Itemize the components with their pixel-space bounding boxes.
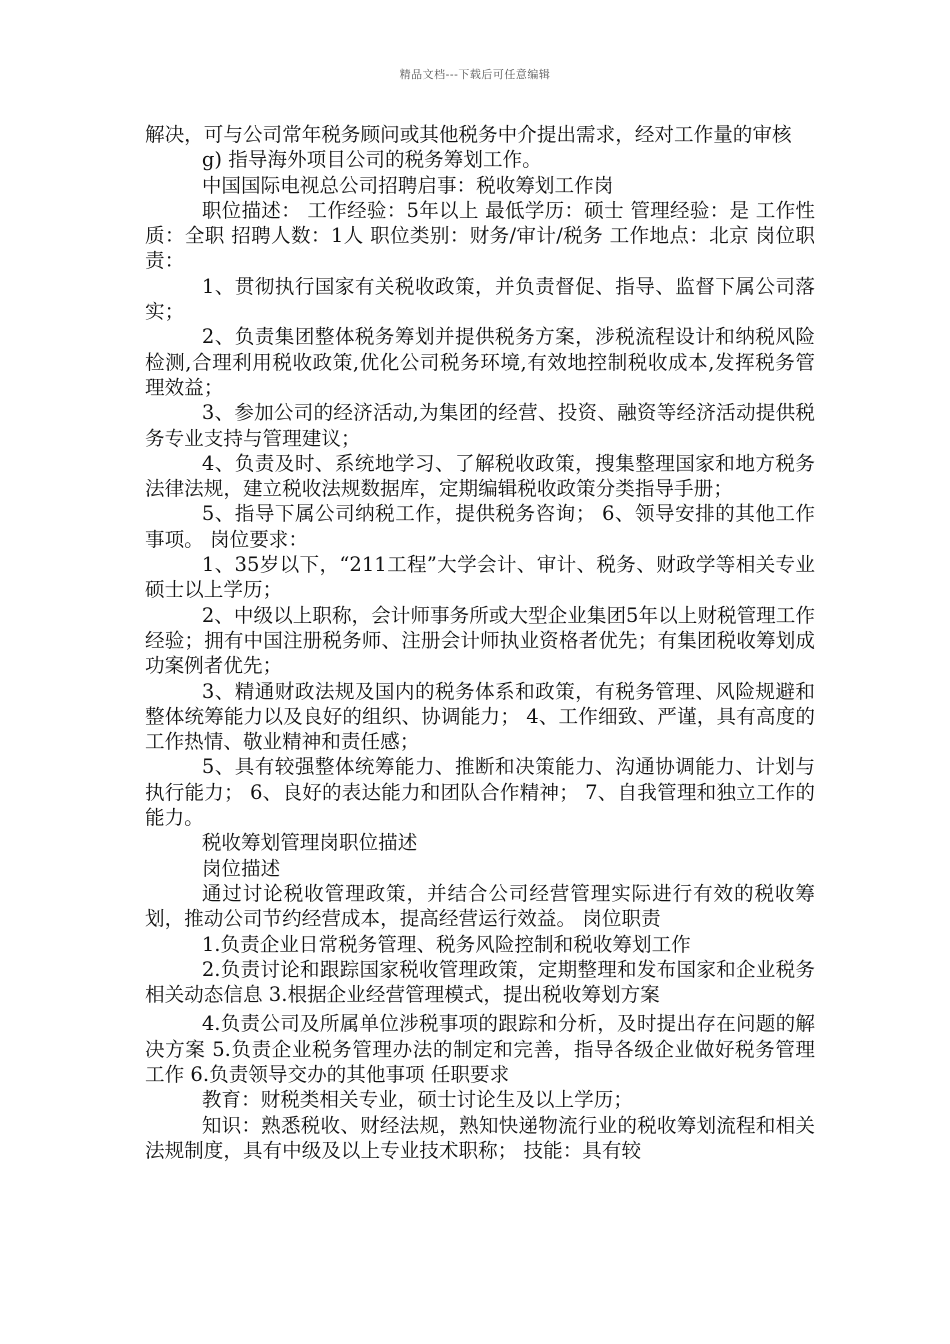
paragraph: 2、负责集团整体税务筹划并提供税务方案，涉税流程设计和纳税风险检测,合理利用税收政策,优化公司税务环境,有效地控制税收成本,发挥税务管理效益；: [145, 325, 815, 399]
paragraph: 3、精通财政法规及国内的税务体系和政策，有税务管理、风险规避和整体统筹能力以及良好的组织、协调能力； 4、工作细致、严谨，具有高度的工作热情、敬业精神和责任感；: [145, 679, 815, 754]
paragraph: 4、负责及时、系统地学习、了解税收政策，搜集整理国家和地方税务法律法规，建立税收法规数据库，定期编辑税收政策分类指导手册；: [145, 451, 815, 501]
paragraph: 解决，可与公司常年税务顾问或其他税务中介提出需求，经对工作量的审核: [145, 123, 792, 146]
paragraph: 5、具有较强整体统筹能力、推断和决策能力、沟通协调能力、计划与执行能力； 6、良好的表达能力和团队合作精神； 7、自我管理和独立工作的能力。: [145, 755, 815, 830]
paragraph: 教育：财税类相关专业，硕士讨论生及以上学历；: [201, 1088, 633, 1112]
paragraph: 通过讨论税收管理政策，并结合公司经营管理实际进行有效的税收筹划，推动公司节约经营成本，提高经营运行效益。 岗位职责: [145, 881, 815, 931]
paragraph: 5、指导下属公司纳税工作，提供税务咨询； 6、领导安排的其他工作事项。 岗位要求：: [145, 502, 815, 551]
paragraph: 2.负责讨论和跟踪国家税收管理政策，定期整理和发布国家和企业税务相关动态信息 3.根据企业经营管理模式，提出税收筹划方案: [145, 957, 815, 1007]
document-body: [145, 122, 815, 1163]
page-header: 精品文档---下载后可任意编辑: [399, 68, 551, 81]
paragraph: 3、参加公司的经济活动,为集团的经营、投资、融资等经济活动提供税务专业支持与管理建议；: [145, 401, 815, 450]
section-heading: 税收筹划管理岗职位描述: [201, 831, 418, 855]
paragraph: g) 指导海外项目公司的税务筹划工作。: [201, 148, 542, 172]
paragraph: 职位描述： 工作经验：5年以上 最低学历：硕士 管理经验：是 工作性质：全职 招聘人数：1人 职位类别：财务/审计/税务 工作地点：北京 岗位职责：: [145, 198, 815, 273]
paragraph: 1.负责企业日常税务管理、税务风险控制和税收筹划工作: [201, 932, 691, 956]
paragraph: 中国国际电视总公司招聘启事：税收筹划工作岗: [201, 173, 614, 197]
paragraph: 2、中级以上职称，会计师事务所或大型企业集团5年以上财税管理工作经验；拥有中国注册税务师、注册会计师执业资格者优先；有集团税收筹划成功案例者优先；: [145, 603, 815, 678]
paragraph: 4.负责公司及所属单位涉税事项的跟踪和分析，及时提出存在问题的解决方案 5.负责企业税务管理办法的制定和完善，指导各级企业做好税务管理工作 6.负责领导交办的其他事项 任职要求: [145, 1012, 815, 1086]
paragraph: 1、贯彻执行国家有关税收政策，并负责督促、指导、监督下属公司落实；: [145, 274, 815, 324]
paragraph: 知识：熟悉税收、财经法规，熟知快递物流行业的税收筹划流程和相关法规制度，具有中级及以上专业技术职称； 技能：具有较: [145, 1113, 815, 1162]
section-subheading: 岗位描述: [201, 856, 281, 880]
paragraph: 1、35岁以下，“211工程”大学会计、审计、税务、财政学等相关专业硕士以上学历；: [145, 553, 815, 602]
